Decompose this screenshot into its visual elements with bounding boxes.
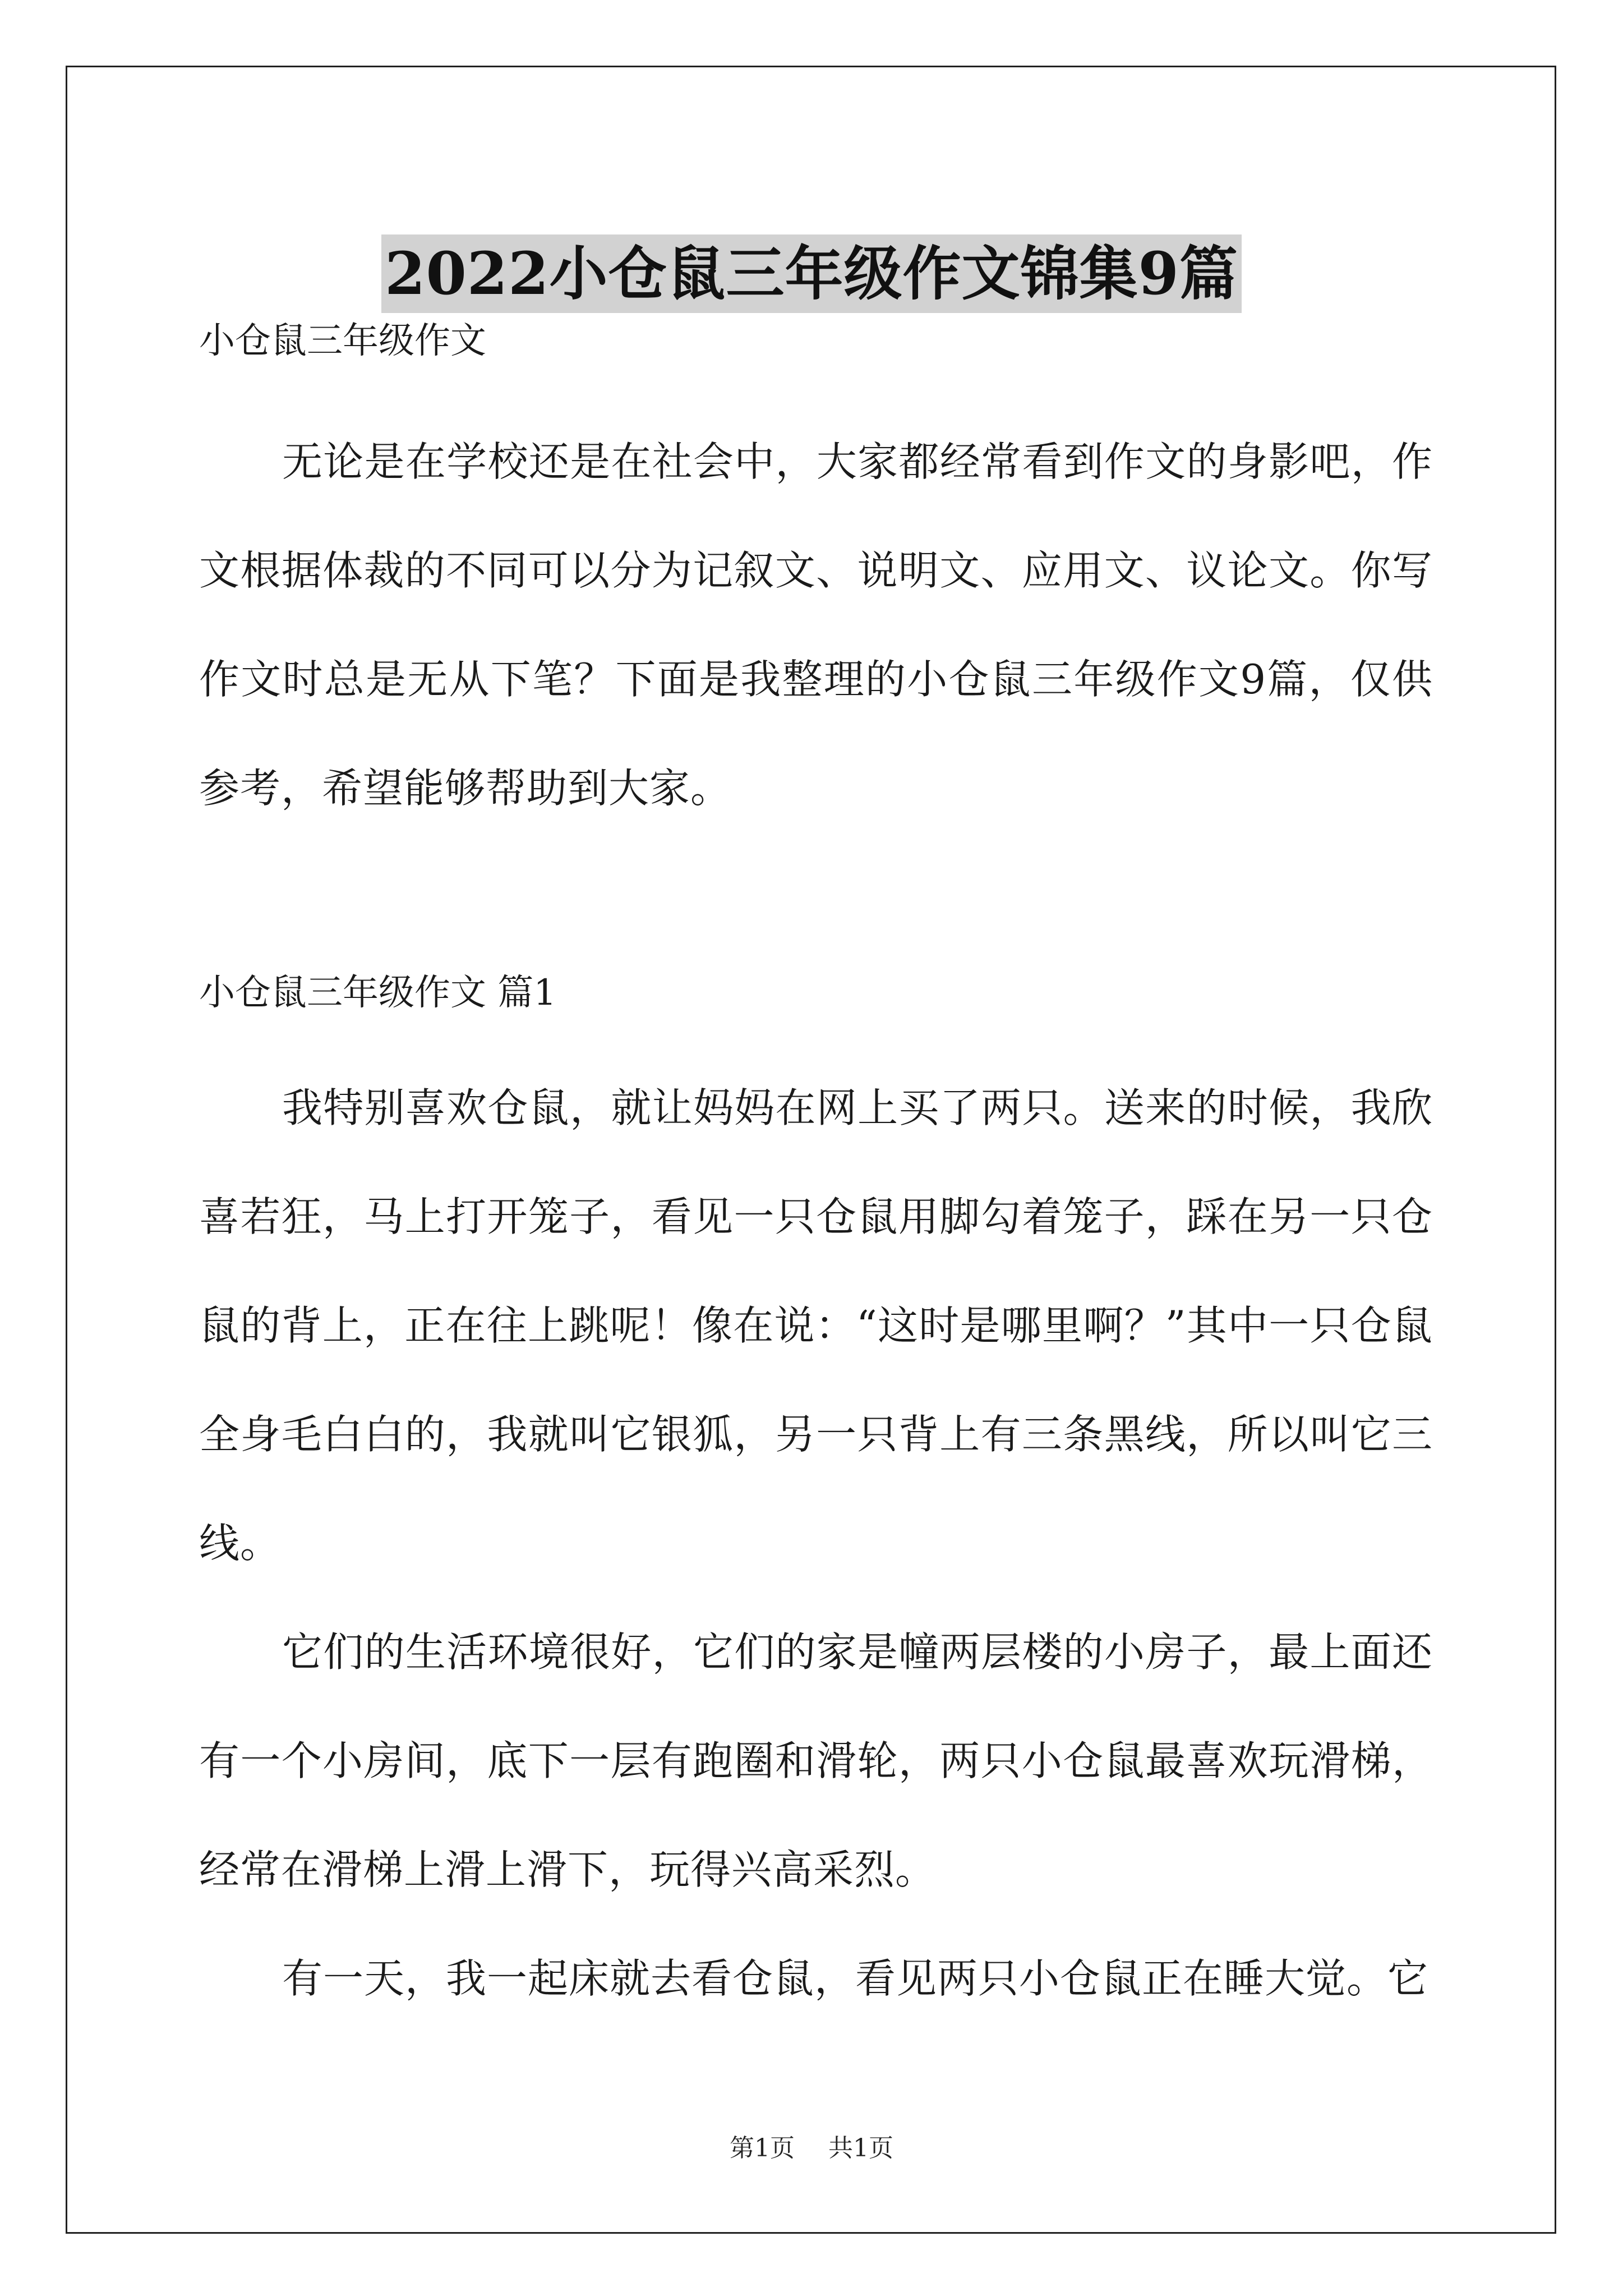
intro-heading: 小仓鼠三年级作文 bbox=[199, 320, 486, 362]
document-body bbox=[199, 314, 1433, 2033]
page-footer bbox=[0, 2132, 1623, 2165]
section-heading: 小仓鼠三年级作文 篇1 bbox=[199, 972, 557, 1014]
body-paragraph-1: 我特别喜欢仓鼠，就让妈妈在网上买了两只。送来的时候，我欣喜若狂，马上打开笼子，看见一只仓鼠用脚勾着笼子，踩在另一只仓鼠的背上，正在往上跳呢！像在说：“这时是哪里啊？”其中一只仓鼠全身毛白白的，我就叫它银狐，另一只背上有三条黑线，所以叫它三线。 bbox=[199, 1084, 1433, 1567]
intro-paragraph: 无论是在学校还是在社会中，大家都经常看到作文的身影吧，作文根据体裁的不同可以分为记叙文、说明文、应用文、议论文。你写作文时总是无从下笔？下面是我整理的小仓鼠三年级作文9篇，仅供参考，希望能够帮助到大家。 bbox=[199, 438, 1433, 812]
document-title: 2022小仓鼠三年级作文锦集9篇 bbox=[381, 234, 1242, 313]
body-paragraph-2: 它们的生活环境很好，它们的家是幢两层楼的小房子，最上面还有一个小房间，底下一层有跑圈和滑轮，两只小仓鼠最喜欢玩滑梯，经常在滑梯上滑上滑下，玩得兴高采烈。 bbox=[199, 1628, 1433, 1893]
page-current: 第1页 bbox=[730, 2134, 795, 2162]
body-paragraph-3: 有一天，我一起床就去看仓鼠，看见两只小仓鼠正在睡大觉。它 bbox=[282, 1955, 1429, 2002]
page-total: 共1页 bbox=[828, 2134, 893, 2162]
